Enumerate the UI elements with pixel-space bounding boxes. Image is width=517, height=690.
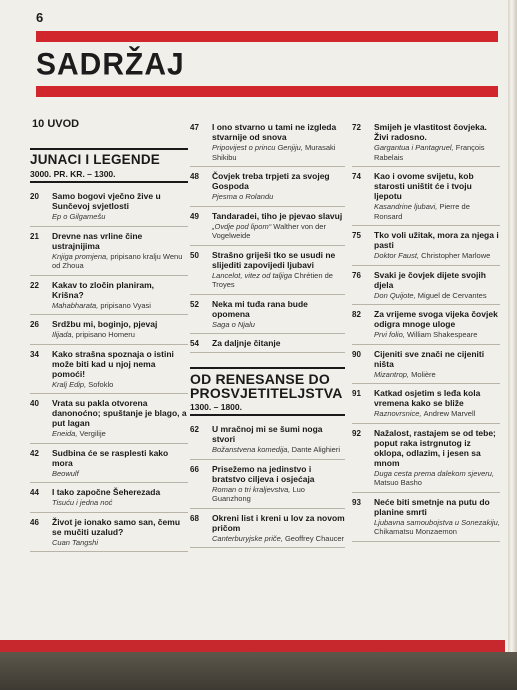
toc-entry-work: Kralj Edip, [52,379,87,389]
toc-entry-body [374,309,500,340]
toc-entry [30,444,188,484]
toc-entry-body [374,388,500,419]
section-title: OD RENESANSE DO [190,371,330,387]
toc-column-3 [352,118,500,542]
toc-entry-page-number: 50 [190,250,199,260]
toc-entry-body [212,122,345,162]
toc-entry-author: Chikamatsu Monzaemon [374,527,457,536]
toc-entry-page-number: 82 [352,310,361,319]
toc-list [190,420,345,548]
toc-column-2 [190,118,345,548]
toc-entry [352,424,500,493]
toc-entry-body [52,191,188,222]
toc-entry-source [374,202,500,221]
toc-entry-source [52,538,188,548]
toc-entry-author: Christopher Marlowe [421,251,491,260]
toc-entry [190,207,345,246]
toc-entry-source [212,143,345,162]
toc-entry-source [52,380,188,390]
toc-entry-work: Kasandrine ljubavi, [374,202,438,211]
toc-entry-author: Sofoklo [88,379,114,389]
toc-entry-body [374,349,500,380]
toc-entry-body [374,230,500,261]
toc-entry [190,295,345,335]
toc-entry-source [52,429,188,439]
toc-entry [352,266,500,306]
toc-entry-title: Neka mi tuđa rana bude opomena [212,298,308,319]
toc-entry-source [212,222,345,241]
toc-entry-title: Za daljnje čitanje [212,338,281,348]
toc-entry [30,483,188,513]
intro-number: 10 [32,118,45,130]
toc-entry [30,187,188,227]
toc-entry [30,345,188,395]
toc-entry-body [52,487,188,508]
toc-entry-author: Murasaki Shikibu [212,143,336,162]
toc-entry-work: Knjiga promjena, [52,251,109,261]
toc-entry-source [212,445,345,455]
toc-entry-page-number: 92 [352,428,361,438]
toc-entry [30,394,188,444]
toc-entry-title: Sudbina će se rasplesti kako mora [52,447,169,468]
toc-entry-title: I ono stvarno u tami ne izgleda stvarnije od snova [212,122,337,142]
toc-entry-page-number: 54 [190,339,199,348]
toc-entry-title: Srdžbu mi, boginjo, pjevaj [52,319,158,329]
toc-entry-work: Don Quijote, [374,290,416,300]
toc-entry-body [52,280,188,311]
toc-entry-work: Pjesma o Rolandu [212,192,274,201]
toc-entry-work: Roman o tri kraljevstva, [212,484,291,494]
toc-entry-title: U mračnoj mi se šumi noga stvori [212,424,323,444]
toc-list [190,118,345,353]
toc-entry-page-number: 49 [190,211,199,221]
toc-entry-page-number: 93 [352,497,361,507]
toc-entry-title: Cijeniti sve znači ne cijeniti ništa [374,348,485,369]
toc-entry-source [374,330,500,340]
toc-entry-title: I tako započne Šeherezada [52,487,161,497]
toc-entry [190,509,345,549]
toc-list [30,187,188,552]
toc-list [352,118,500,542]
toc-entry-work: Mizantrop, [374,369,410,379]
toc-entry-body [212,171,345,202]
toc-entry-author: pripisano kralju Wenu od Zhoua [52,251,183,270]
toc-entry [190,118,345,167]
toc-entry-author: Walther von der Vogelweide [212,221,326,240]
toc-entry-page-number: 68 [190,513,199,523]
toc-entry-body [212,464,345,504]
toc-entry-page-number: 91 [352,389,361,398]
toc-entry-page-number: 74 [352,172,361,181]
toc-entry-work: Canterburyjske priče, [212,533,283,543]
toc-entry-work: Doktor Faust, [374,251,420,260]
toc-entry-author: Dante Alighieri [291,445,341,454]
toc-entry-source [52,301,188,311]
toc-entry-source [374,370,500,380]
toc-entry-source [212,320,345,330]
toc-entry-source [212,192,345,202]
toc-entry-author: Geoffrey Chaucer [284,533,345,543]
toc-entry-author: pripisano Vyasi [100,300,151,310]
toc-entry [352,493,500,542]
toc-entry-work: Gargantua i Pantagruel, [374,143,454,152]
toc-entry-author: Miguel de Cervantes [417,290,487,300]
toc-entry-source [52,498,188,508]
toc-entry-work: Prvi folio, [374,330,405,339]
page-edge [508,0,517,690]
toc-entry-work: Tisuću i jedna noć [52,498,113,507]
toc-entry-body [212,250,345,290]
toc-entry-work: Pripovijest o princu Genjiju, [212,143,303,152]
toc-entry [352,384,500,424]
toc-entry-body [52,319,188,340]
toc-entry-body [52,448,188,479]
toc-entry [30,315,188,345]
toc-entry-work: Eneida, [52,429,78,438]
toc-entry-page-number: 52 [190,299,199,309]
toc-entry-author: Luo Guanzhong [212,484,305,503]
toc-entry-title: Za vrijeme svoga vijeka čovjek odigra mnoge uloge [374,309,498,329]
section-title: PROSVJETITELJSTVA [190,385,343,401]
toc-entry-page-number: 34 [30,349,39,359]
intro-entry [32,118,188,130]
toc-entry-page-number: 20 [30,192,39,201]
title-red-bar [36,86,498,97]
toc-entry [190,420,345,460]
toc-entry-work: Beowulf [52,468,79,478]
toc-entry-page-number: 75 [352,231,361,240]
toc-entry-body [374,497,500,537]
toc-entry-source [52,469,188,479]
section-years: 3000. PR. KR. – 1300. [30,169,116,179]
toc-entry-title: Kao i ovome svijetu, kob starosti uništit će i tvoju ljepotu [374,171,474,201]
toc-entry-work: Raznovrsnice, [374,409,422,418]
toc-entry-page-number: 76 [352,270,361,280]
page-title: SADRŽAJ [36,47,185,82]
toc-entry-source [52,212,188,222]
toc-entry-source [374,251,500,261]
toc-entry-work: Ep o Gilgamešu [52,212,106,221]
toc-entry-source [374,469,500,488]
page-number: 6 [36,10,44,25]
toc-entry-work: Ljubavna samoubojstva u Sonezakiju, [374,517,500,527]
toc-entry-work: Lancelot, vitez od taljiga [212,270,293,280]
toc-entry-title: Kako strašna spoznaja o istini može biti kad u njoj nema pomoći! [52,348,174,379]
toc-entry-author: pripisano Homeru [75,330,135,339]
toc-entry-source [212,485,345,504]
toc-entry [30,227,188,276]
toc-entry-title: Strašno griješi tko se usudi ne slijediti zapovijedi ljubavi [212,249,336,270]
toc-entry-source [52,252,188,271]
toc-entry-title: Katkad osjetim s leđa kola vremena kako se bliže [374,388,481,408]
toc-entry-title: Vrata su pakla otvorena danonoćno; spuštanje je blago, a put lagan [52,398,187,428]
toc-entry-author: William Shakespeare [406,330,478,339]
toc-entry [30,276,188,316]
toc-entry-work: „Ovdje pod lipom“ [212,221,272,231]
toc-entry-author: Vergilije [79,429,106,438]
toc-entry-body [52,231,188,271]
toc-entry-work: Mahabharata, [52,300,99,310]
toc-entry [190,246,345,295]
toc-entry [190,460,345,509]
toc-entry [190,167,345,207]
toc-entry-title: Život je ionako samo san, čemu se mučiti uzalud? [52,516,181,537]
toc-entry-body [374,122,500,162]
toc-entry-title: Prisežemo na jedinstvo i bratstvo ciljeva i osjećaja [212,463,315,484]
toc-entry [352,305,500,345]
toc-entry-author: Matsuo Basho [374,478,422,487]
toc-entry-page-number: 90 [352,349,361,359]
toc-entry-author: Pierre de Ronsard [374,202,470,221]
toc-entry-title: Tandaradei, tiho je pjevao slavuj [212,210,343,221]
section-years: 1300. – 1800. [190,402,242,412]
toc-entry [352,118,500,167]
toc-entry-page-number: 62 [190,425,199,434]
section-title: JUNACI I LEGENDE [30,152,160,167]
toc-entry-body [212,338,345,348]
toc-entry-title: Samo bogovi vječno žive u Sunčevoj svjetlosti [52,191,161,211]
toc-entry-work: Cuan Tangshi [52,537,99,547]
toc-entry-body [374,270,500,301]
toc-entry-page-number: 44 [30,488,39,497]
toc-entry-body [212,424,345,455]
toc-entry-page-number: 48 [190,172,199,181]
toc-entry-page-number: 66 [190,464,199,474]
toc-entry-page-number: 47 [190,123,199,132]
toc-entry-title: Okreni list i kreni u lov za novom pričom [212,512,345,533]
toc-entry-page-number: 21 [30,231,39,241]
toc-entry-title: Nažalost, rastajem se od tebe; poput raka istrgnutog iz oklopa, odlazim, i jesen sa mnom [374,427,496,468]
toc-column-1 [30,118,188,552]
toc-entry-source [52,330,188,340]
toc-entry-title: Čovjek treba trpjeti za svojeg Gospoda [212,171,330,191]
toc-entry-title: Svaki je čovjek dijete svojih djela [374,269,486,290]
toc-entry-author: François Rabelais [374,143,485,162]
toc-entry-source [212,534,345,544]
toc-entry [190,334,345,353]
top-red-bar [36,31,498,42]
toc-entry-body [212,211,345,241]
toc-entry [352,167,500,226]
toc-entry-body [52,398,188,439]
toc-entry-work: Saga o Njalu [212,319,255,329]
toc-entry-page-number: 22 [30,280,39,290]
toc-entry-title: Smijeh je vlastitost čovjeka. Živi radosno. [374,122,487,142]
toc-entry-body [52,517,188,548]
section-header [30,148,188,183]
toc-entry-author: Chrétien de Troyes [212,270,333,289]
toc-entry-title: Kakav to zločin planiram, Krišna? [52,279,155,300]
toc-entry-body [52,349,188,390]
section-header [190,367,345,416]
toc-entry-work: Duga cesta prema dalekom sjeveru, [374,468,495,478]
toc-entry-source [374,143,500,162]
toc-entry-source [374,518,500,537]
toc-entry-source [374,409,500,419]
toc-entry-page-number: 72 [352,123,361,132]
toc-entry-source [212,271,345,290]
toc-entry-page-number: 42 [30,448,39,458]
toc-entry-author: Molière [411,369,436,379]
toc-entry-title: Tko voli užitak, mora za njega i pasti [374,230,499,250]
toc-entry [352,345,500,385]
toc-entry-body [374,428,500,488]
toc-entry [30,513,188,553]
background-surface [0,652,517,690]
toc-entry-page-number: 26 [30,320,39,329]
toc-entry-author: Andrew Marvell [423,409,476,418]
toc-entry-source [374,291,500,301]
toc-entry-title: Drevne nas vrline čine ustrajnijima [52,230,143,251]
toc-entry-body [374,171,500,221]
intro-label: UVOD [47,118,80,130]
toc-entry-page-number: 46 [30,517,39,527]
toc-entry-page-number: 40 [30,399,39,408]
toc-entry-body [212,299,345,330]
toc-entry-title: Neće biti smetnje na putu do planine smrti [374,496,490,517]
toc-entry-work: Ilijada, [52,330,74,339]
toc-entry [352,226,500,266]
toc-entry-work: Božanstvena komedija, [212,445,290,454]
toc-entry-body [212,513,345,544]
